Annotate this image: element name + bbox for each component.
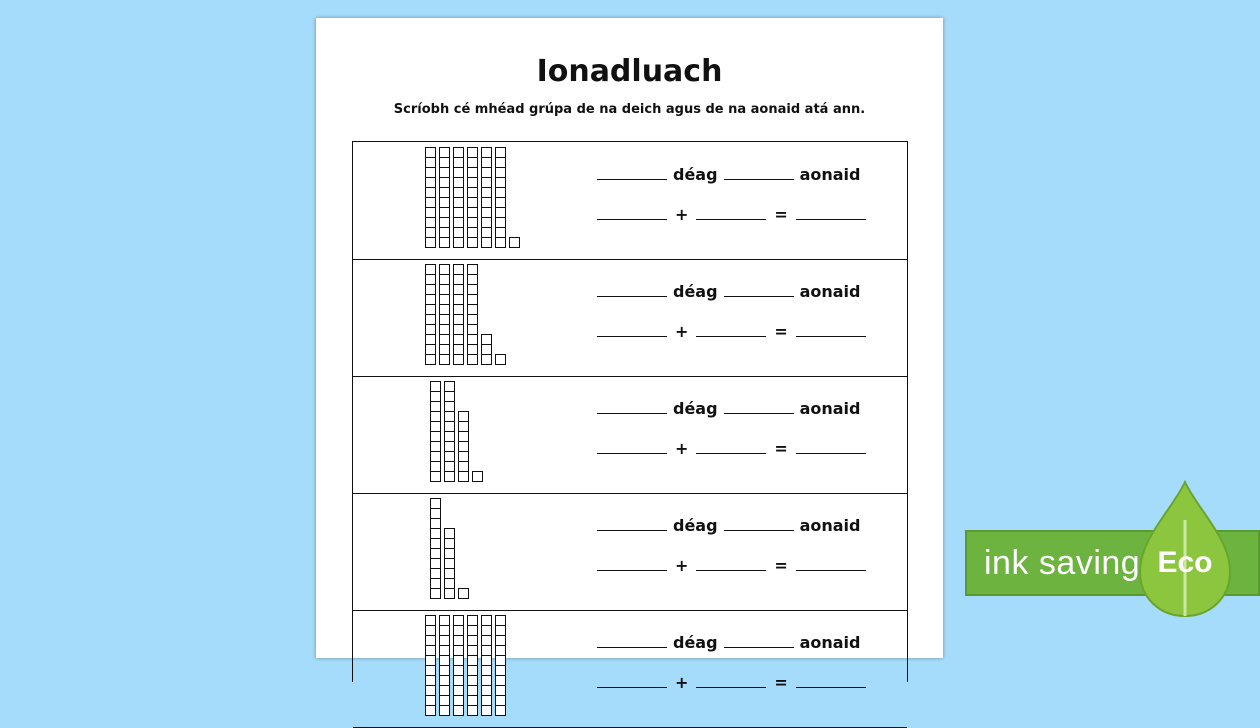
- tens-units-line: [597, 513, 866, 535]
- plus-sign: +: [675, 322, 689, 341]
- plus-sign: +: [675, 439, 689, 458]
- exercise-row: [353, 142, 907, 260]
- addend-one-blank[interactable]: [597, 570, 667, 571]
- sum-blank[interactable]: [796, 570, 866, 571]
- addend-one-blank[interactable]: [597, 453, 667, 454]
- base-ten-blocks: [353, 142, 573, 259]
- ten-rod-cell: [453, 237, 464, 248]
- addition-line: [597, 202, 866, 224]
- one-unit-cell: [458, 588, 469, 599]
- addend-one-blank[interactable]: [597, 687, 667, 688]
- ten-rod-cell: [467, 354, 478, 365]
- base-ten-blocks: [353, 493, 573, 610]
- units-answer-blank[interactable]: [724, 530, 794, 531]
- ten-rod-cell: [495, 705, 506, 716]
- exercise-row: [353, 493, 907, 611]
- addend-one-blank[interactable]: [597, 336, 667, 337]
- tens-answer-blank[interactable]: [597, 413, 667, 414]
- base-ten-blocks: [353, 610, 573, 727]
- addition-line: [597, 670, 866, 692]
- units-word: aonaid: [799, 165, 861, 184]
- base-ten-blocks: [353, 376, 573, 493]
- one-unit-cell: [509, 237, 520, 248]
- sum-blank[interactable]: [796, 687, 866, 688]
- exercise-grid: [352, 141, 908, 692]
- one-unit-cell: [472, 471, 483, 482]
- worksheet-page: [316, 18, 943, 692]
- ten-rod-cell: [430, 588, 441, 599]
- worksheet-title: Ionadluach: [536, 54, 723, 89]
- ten-rod-cell: [439, 237, 450, 248]
- addend-two-blank[interactable]: [696, 219, 766, 220]
- units-answer-blank[interactable]: [724, 413, 794, 414]
- ten-rod-cell: [481, 237, 492, 248]
- ten-rod-cell: [444, 471, 455, 482]
- tens-answer-blank[interactable]: [597, 530, 667, 531]
- equals-sign: =: [774, 556, 788, 575]
- equals-sign: =: [774, 205, 788, 224]
- ten-rod-cell: [425, 237, 436, 248]
- sum-blank[interactable]: [796, 219, 866, 220]
- equals-sign: =: [774, 322, 788, 341]
- tens-units-line: [597, 630, 866, 652]
- tens-word: déag: [673, 282, 718, 301]
- tens-units-line: [597, 396, 866, 418]
- addend-two-blank[interactable]: [696, 336, 766, 337]
- ten-rod-cell: [439, 705, 450, 716]
- tens-units-line: [597, 162, 866, 184]
- ten-rod-cell: [425, 705, 436, 716]
- plus-sign: +: [675, 556, 689, 575]
- ten-rod-cell: [481, 705, 492, 716]
- units-answer-blank[interactable]: [724, 296, 794, 297]
- units-answer-blank[interactable]: [724, 647, 794, 648]
- ink-saving-label: ink saving: [984, 544, 1141, 582]
- tens-word: déag: [673, 165, 718, 184]
- ten-rod-cell: [453, 705, 464, 716]
- tens-units-line: [597, 279, 866, 301]
- plus-sign: +: [675, 673, 689, 692]
- addend-one-blank[interactable]: [597, 219, 667, 220]
- eco-label: Eco: [1157, 546, 1213, 579]
- worksheet-instruction: Scríobh cé mhéad grúpa de na deich agus de na aonaid atá ann.: [393, 102, 866, 117]
- one-unit-cell: [444, 588, 455, 599]
- one-unit-cell: [481, 354, 492, 365]
- sum-blank[interactable]: [796, 453, 866, 454]
- equals-sign: =: [774, 673, 788, 692]
- units-word: aonaid: [799, 399, 861, 418]
- ten-rod-cell: [495, 237, 506, 248]
- base-ten-blocks: [353, 259, 573, 376]
- ten-rod-cell: [425, 354, 436, 365]
- addend-two-blank[interactable]: [696, 453, 766, 454]
- tens-word: déag: [673, 516, 718, 535]
- ten-rod-cell: [453, 354, 464, 365]
- exercise-row: [353, 610, 907, 728]
- addition-line: [597, 436, 866, 458]
- exercise-row: [353, 376, 907, 494]
- ten-rod-cell: [430, 471, 441, 482]
- one-unit-cell: [495, 354, 506, 365]
- tens-word: déag: [673, 399, 718, 418]
- addend-two-blank[interactable]: [696, 687, 766, 688]
- tens-answer-blank[interactable]: [597, 296, 667, 297]
- ten-rod-cell: [467, 237, 478, 248]
- tens-word: déag: [673, 633, 718, 652]
- one-unit-cell: [458, 471, 469, 482]
- units-word: aonaid: [799, 633, 861, 652]
- tens-answer-blank[interactable]: [597, 647, 667, 648]
- eco-leaf-icon: [1138, 480, 1232, 620]
- tens-answer-blank[interactable]: [597, 179, 667, 180]
- addition-line: [597, 553, 866, 575]
- units-answer-blank[interactable]: [724, 179, 794, 180]
- plus-sign: +: [675, 205, 689, 224]
- ten-rod-cell: [467, 705, 478, 716]
- addend-two-blank[interactable]: [696, 570, 766, 571]
- units-word: aonaid: [799, 282, 861, 301]
- ten-rod-cell: [439, 354, 450, 365]
- exercise-row: [353, 259, 907, 377]
- units-word: aonaid: [799, 516, 861, 535]
- addition-line: [597, 319, 866, 341]
- equals-sign: =: [774, 439, 788, 458]
- sum-blank[interactable]: [796, 336, 866, 337]
